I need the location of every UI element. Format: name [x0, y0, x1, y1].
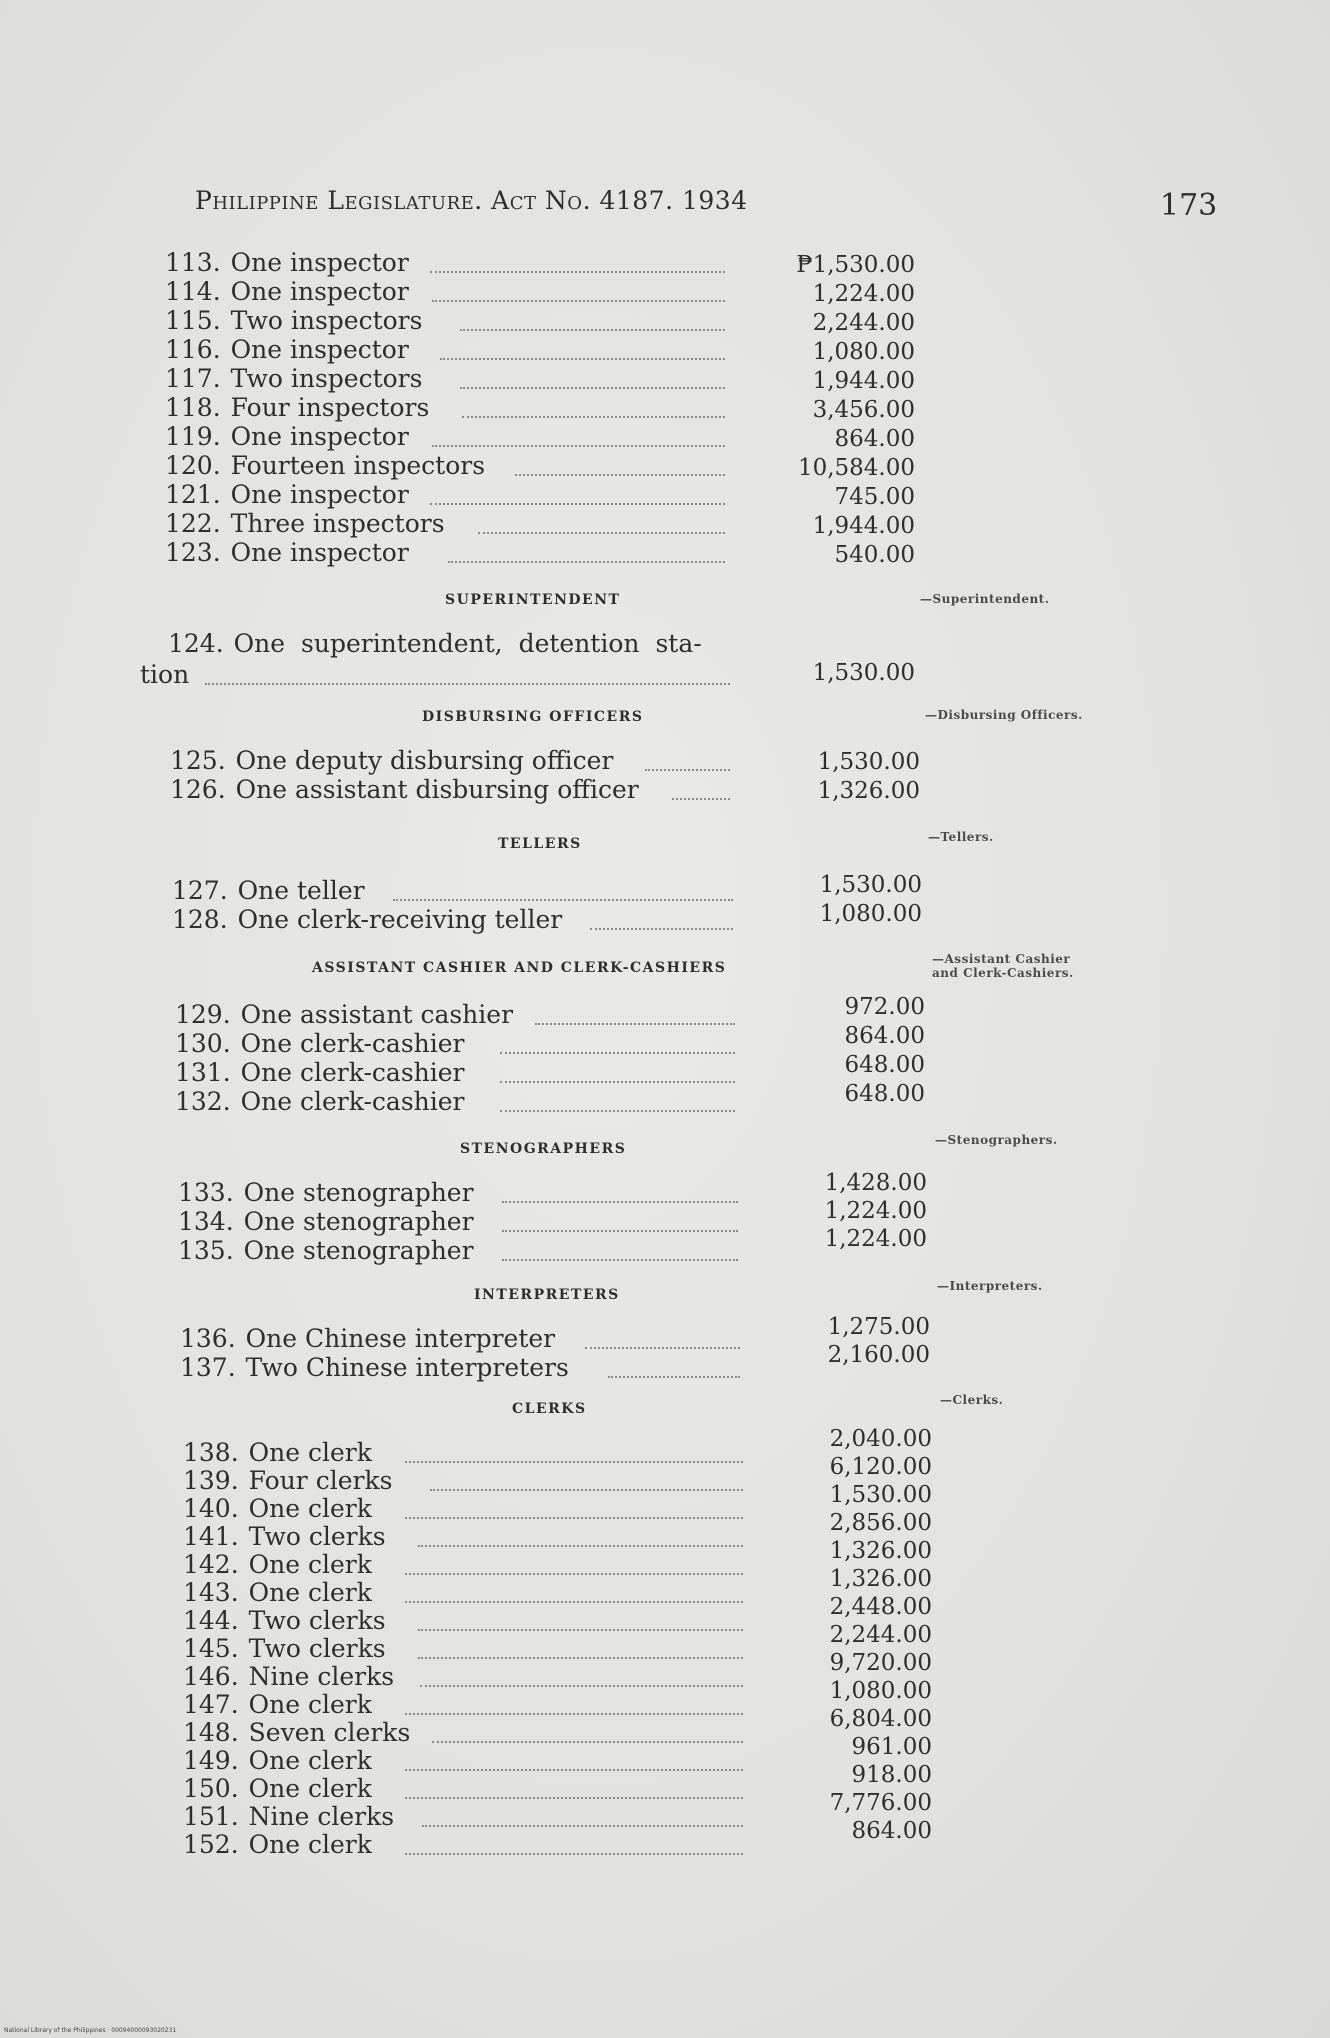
amount: 6,804.00: [829, 1706, 932, 1732]
amount: 1,080.00: [812, 339, 915, 365]
amount: 2,040.00: [829, 1426, 932, 1452]
amount: 2,856.00: [829, 1510, 932, 1536]
amount: 864.00: [834, 426, 915, 452]
amount: 1,080.00: [829, 1678, 932, 1704]
amount: 2,244.00: [829, 1622, 932, 1648]
amount: 2,244.00: [812, 310, 915, 336]
amount: 1,530.00: [817, 749, 920, 775]
list-item: 136. One Chinese interpreter: [180, 1324, 556, 1353]
amount: 864.00: [851, 1818, 932, 1844]
amount: 972.00: [844, 994, 925, 1020]
list-item: 118. Four inspectors: [165, 393, 430, 422]
amount: 1,275.00: [827, 1314, 930, 1340]
list-item: 120. Fourteen inspectors: [165, 451, 486, 480]
list-item: 138. One clerk: [183, 1438, 372, 1467]
side-note-clerks: —Clerks.: [940, 1393, 1004, 1407]
side-note-superintendent: —Superintendent.: [920, 592, 1050, 606]
amount: 864.00: [844, 1023, 925, 1049]
list-item: 114. One inspector: [165, 277, 409, 306]
amount: 745.00: [834, 484, 915, 510]
amount: 1,530.00: [829, 1482, 932, 1508]
side-note-stenographers: —Stenographers.: [935, 1133, 1058, 1147]
running-header: Philippine Legislature. Act No. 4187. 1934: [195, 186, 748, 215]
list-item: 132. One clerk-cashier: [175, 1087, 465, 1116]
amount: 6,120.00: [829, 1454, 932, 1480]
amount: 1,530.00: [812, 660, 915, 686]
side-note-assistant-cashier-2: and Clerk-Cashiers.: [932, 966, 1074, 980]
section-heading-clerks: CLERKS: [512, 1401, 587, 1417]
side-note-assistant-cashier-1: —Assistant Cashier: [932, 952, 1071, 966]
side-note-tellers: —Tellers.: [928, 830, 994, 844]
list-item: 126. One assistant disbursing officer: [170, 775, 639, 804]
amount: 10,584.00: [797, 455, 915, 481]
list-item: 116. One inspector: [165, 335, 409, 364]
amount: 3,456.00: [812, 397, 915, 423]
amount: 1,326.00: [817, 778, 920, 804]
amount: 648.00: [844, 1081, 925, 1107]
list-item: 145. Two clerks: [183, 1634, 386, 1663]
section-heading-superintendent: SUPERINTENDENT: [445, 592, 621, 608]
amount: 1,326.00: [829, 1566, 932, 1592]
amount: 1,530.00: [819, 872, 922, 898]
list-item: 125. One deputy disbursing officer: [170, 746, 614, 775]
amount: 2,160.00: [827, 1342, 930, 1368]
list-item: 133. One stenographer: [178, 1178, 474, 1207]
list-item: 149. One clerk: [183, 1746, 372, 1775]
amount: 1,224.00: [812, 281, 915, 307]
list-item: 113. One inspector: [165, 248, 409, 277]
amount: ₱1,530.00: [796, 252, 915, 278]
amount: 1,224.00: [824, 1198, 927, 1224]
list-item: 134. One stenographer: [178, 1207, 474, 1236]
amount: 540.00: [834, 542, 915, 568]
section-heading-disbursing-officers: DISBURSING OFFICERS: [422, 709, 644, 725]
list-item: 148. Seven clerks: [183, 1718, 411, 1747]
list-item: 143. One clerk: [183, 1578, 372, 1607]
list-item: 146. Nine clerks: [183, 1662, 395, 1691]
list-item: 122. Three inspectors: [165, 509, 445, 538]
list-item: 117. Two inspectors: [165, 364, 423, 393]
list-item: 135. One stenographer: [178, 1236, 474, 1265]
list-item: 129. One assistant cashier: [175, 1000, 514, 1029]
amount: 1,224.00: [824, 1226, 927, 1252]
list-item: 152. One clerk: [183, 1830, 372, 1859]
section-heading-stenographers: STENOGRAPHERS: [460, 1141, 627, 1157]
list-item: 139. Four clerks: [183, 1466, 393, 1495]
list-item: 150. One clerk: [183, 1774, 372, 1803]
amount: 2,448.00: [829, 1594, 932, 1620]
amount: 961.00: [851, 1734, 932, 1760]
list-item: 123. One inspector: [165, 538, 409, 567]
list-item: 137. Two Chinese interpreters: [180, 1353, 569, 1382]
amount: 918.00: [851, 1762, 932, 1788]
list-item: 151. Nine clerks: [183, 1802, 395, 1831]
scan-credit: National Library of the Philippines · 00094000093020231: [4, 2027, 177, 2034]
list-item: 142. One clerk: [183, 1550, 372, 1579]
list-item: 121. One inspector: [165, 480, 409, 509]
list-item: 127. One teller: [172, 876, 365, 905]
amount: 1,944.00: [812, 368, 915, 394]
section-heading-tellers: TELLERS: [498, 836, 582, 852]
list-item: 130. One clerk-cashier: [175, 1029, 465, 1058]
list-item: 115. Two inspectors: [165, 306, 423, 335]
amount: 1,326.00: [829, 1538, 932, 1564]
list-item: 147. One clerk: [183, 1690, 372, 1719]
side-note-disbursing-officers: —Disbursing Officers.: [925, 708, 1083, 722]
section-heading-interpreters: INTERPRETERS: [474, 1287, 620, 1303]
amount: 1,944.00: [812, 513, 915, 539]
side-note-interpreters: —Interpreters.: [937, 1279, 1043, 1293]
list-item: 119. One inspector: [165, 422, 409, 451]
list-item: 141. Two clerks: [183, 1522, 386, 1551]
list-item-continuation: tion: [140, 660, 190, 689]
amount: 7,776.00: [829, 1790, 932, 1816]
list-item: 131. One clerk-cashier: [175, 1058, 465, 1087]
list-item: 128. One clerk-receiving teller: [172, 905, 563, 934]
section-heading-assistant-cashier: ASSISTANT CASHIER AND CLERK-CASHIERS: [312, 960, 727, 976]
list-item: 124. One superintendent, detention sta-: [168, 629, 702, 658]
list-item: 144. Two clerks: [183, 1606, 386, 1635]
amount: 9,720.00: [829, 1650, 932, 1676]
amount: 1,080.00: [819, 901, 922, 927]
amount: 1,428.00: [824, 1170, 927, 1196]
page-number: 173: [1160, 188, 1218, 223]
amount: 648.00: [844, 1052, 925, 1078]
list-item: 140. One clerk: [183, 1494, 372, 1523]
